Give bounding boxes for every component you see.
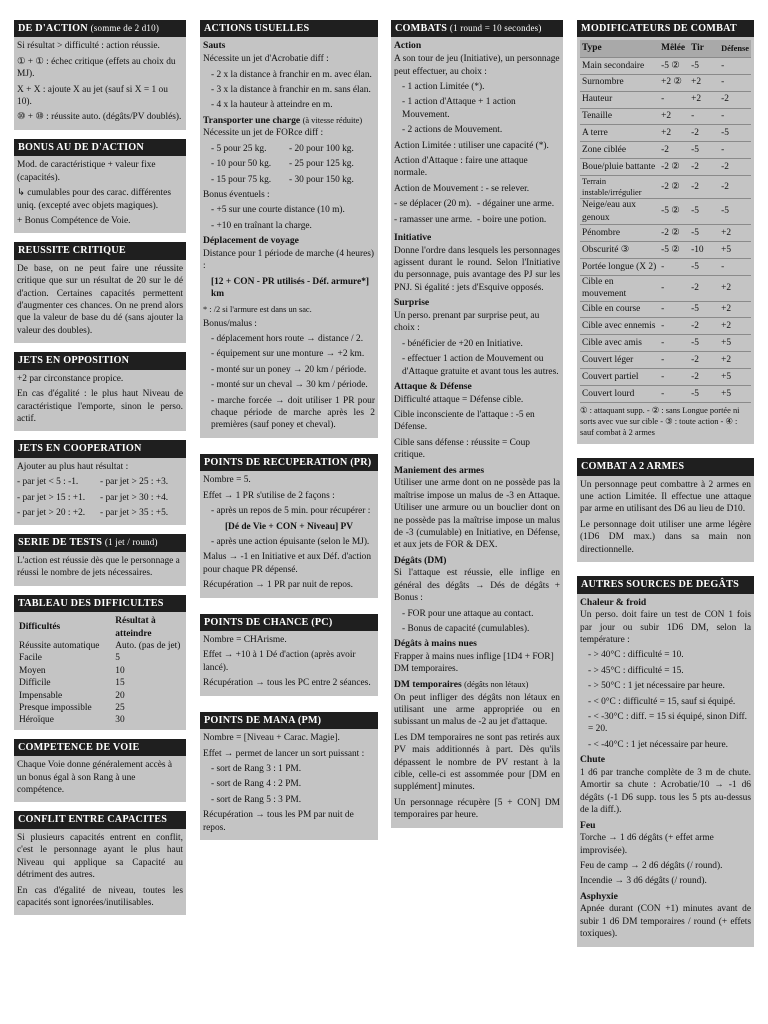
modifier-value: +2 [659, 108, 689, 125]
modifier-value: - [719, 142, 751, 159]
rule-text: Si plusieurs capacités entrent en conflit, c'est le personnage ayant le plus haut Niveau qui applique sa Capacité au détriment des autres. [17, 832, 183, 881]
modifier-type: Cible avec ennemis [580, 318, 659, 335]
rule-line: - se déplacer (20 m). [394, 199, 472, 210]
rule-line: - 2 actions de Mouvement. [402, 125, 503, 136]
modifier-value: -5 [689, 386, 719, 403]
modifier-value: +2 [719, 225, 751, 242]
modifier-value: -2 [689, 275, 719, 301]
modifier-value: +2 [719, 352, 751, 369]
modifier-value: -5 [719, 199, 751, 225]
table-row: Réussite automatique Auto. (pas de jet) [19, 640, 181, 651]
bonus-box [14, 139, 186, 233]
modifier-value: - [659, 369, 689, 386]
modifiers-table [580, 40, 751, 402]
rule-line: Bonus éventuels : [203, 190, 270, 201]
rule-line: Récupération → 1 PR par nuit de repos. [203, 580, 353, 591]
footnote: ① : attaquant supp. - ② : sans Longue portée ni sorts avec vue sur cible - ③ : toute action - ④ : sauf combat à 2 armes [580, 405, 740, 438]
rule-line: Un perso. prenant par surprise peut, au choix : [394, 310, 540, 334]
rule-text: Un perso. doit faire un test de CON 1 fois par jour ou subir 1D6 DM, selon la température : [580, 610, 751, 645]
modifier-type: Surnombre [580, 74, 659, 91]
modifier-type: Terrain instable/irrégulier [580, 176, 659, 199]
section-title: AUTRES SOURCES DE DEGÂTS [577, 576, 754, 593]
modifier-value: - [689, 108, 719, 125]
rule-line: - > 45°C : difficulté = 15. [588, 665, 684, 676]
rule-line: Récupération → tous les PC entre 2 séances. [203, 678, 371, 689]
table-row: Difficile 15 [19, 678, 125, 689]
column-1 [14, 20, 186, 924]
rule-line: - dégainer une arme. [477, 199, 555, 210]
rule-line: Effet → +10 à 1 Dé d'action (après avoir lancé). [203, 650, 356, 673]
rule-text: 1 d6 par tranche complète de 3 m de chute. Amortir sa chute : Acrobatie/10 → -1 d6 dégâts (-1 D6 supp. tous les 5 pts au-dessus de la diff.). [580, 767, 751, 816]
rule-text: Si l'attaque est réussie, elle inflige en général des dégâts → Dés de dégâts + Bonus : [394, 568, 560, 604]
rule-line: - FOR pour une attaque au contact. [402, 608, 534, 619]
table-header: Résultat à atteindre [115, 616, 156, 639]
modifier-type: Boue/pluie battante [580, 159, 659, 176]
modifier-value: +2 [659, 125, 689, 142]
rule-line: - boire une potion. [477, 214, 547, 225]
footnote: * : /2 si l'armure est dans un sac. [203, 304, 312, 314]
recuperation-box [200, 454, 378, 598]
table-row [580, 369, 751, 386]
opposition-box [14, 352, 186, 431]
modifier-type: Hauteur [580, 91, 659, 108]
section-title: COMPETENCE DE VOIE [14, 739, 186, 756]
table-row [580, 74, 751, 91]
rule-text: De base, on ne peut faire une réussite critique que sur un résultat de 20 sur le dé d'action. Certaines capacités permettent d'augmenter ces chances. On ne prend alors que la valeur de base du dé (sans ajouter la valeur des doubles). [17, 263, 183, 336]
rule-line: Cible inconsciente de l'attaque : -5 en Défense. [394, 410, 535, 433]
rule-line: - 25 pour 125 kg. [289, 159, 354, 170]
modifier-value: -2 [689, 369, 719, 386]
rule-line: - > 40°C : difficulté = 10. [588, 650, 684, 661]
competence-box [14, 739, 186, 803]
rule-line: - 10 pour 50 kg. [211, 159, 272, 170]
rule-line: Ajouter au plus haut résultat : [17, 461, 129, 472]
actions-usuelles-box [200, 20, 378, 438]
rule-text: En cas d'égalité de niveau, toutes les capacités sont ignorées/inutilisables. [17, 885, 183, 908]
modifier-type: Neige/eau aux genoux [580, 199, 659, 225]
rule-line: Nombre = [Niveau + Carac. Magie]. [203, 733, 340, 744]
modifier-value: -2 ② [659, 225, 689, 242]
rule-line: - après une action épuisante (selon le MJ). [211, 536, 370, 547]
modifier-type: A terre [580, 125, 659, 142]
modifier-value: -2 [719, 159, 751, 176]
section-title: SERIE DE TESTS (1 jet / round) [14, 534, 186, 551]
rule-line: Cible sans défense : réussite = Coup critique. [394, 437, 530, 461]
rule-line: - bénéficier de +20 en Initiative. [402, 338, 523, 349]
formula: [Dé de Vie + CON + Niveau] PV [224, 521, 354, 532]
table-row [580, 125, 751, 142]
table-row [580, 241, 751, 258]
de-action-box [14, 20, 186, 130]
formula: [12 + CON - PR utilisés - Déf. armure*] km [211, 276, 370, 300]
rule-line: - > 50°C : 1 jet nécessaire par heure. [588, 681, 725, 692]
rule-text: Apnée durant (CON +1) minutes avant de subir 1 d6 DM temporaires / round (+ effets toxiques). [580, 904, 751, 940]
rule-text: Un personnage récupère [5 + CON] DM temporaires par heure. [394, 797, 560, 821]
modifier-value: -2 [689, 176, 719, 199]
rule-text: Le personnage doit utiliser une arme légère (1D6 DM max.) dans sa main non directionnelle. [580, 519, 751, 555]
table-row [580, 91, 751, 108]
modifier-value: -5 [689, 335, 719, 352]
modifier-value: - [659, 386, 689, 403]
modifier-value: - [659, 275, 689, 301]
table-row [580, 335, 751, 352]
table-row [580, 176, 751, 199]
modifier-value: -2 [689, 159, 719, 176]
section-title: POINTS DE MANA (PM) [200, 712, 378, 729]
modifier-type: Cible en mouvement [580, 275, 659, 301]
rule-line: Nombre = CHArisme. [203, 635, 287, 646]
modifier-value: -5 ② [659, 57, 689, 74]
rule-line: - monté sur un poney → 20 km / période. [211, 364, 367, 375]
table-row [580, 301, 751, 318]
rule-line: Si résultat > difficulté : action réussie. [17, 41, 160, 52]
rule-line: Incendie → 3 d6 dégâts (/ round). [580, 876, 707, 887]
table-row [580, 386, 751, 403]
rule-line: - par jet > 15 : +1. [17, 492, 86, 503]
rule-line: Distance pour 1 période de marche (4 heures) : [203, 248, 375, 272]
modifier-value: -5 [689, 225, 719, 242]
modifier-type: Zone ciblée [580, 142, 659, 159]
rule-line: - sort de Rang 5 : 3 PM. [211, 794, 302, 805]
rule-text: L'action est réussie dès que le personnage a réussi le nombre de jets nécessaires. [17, 555, 180, 579]
rule-line: - par jet > 25 : +3. [100, 477, 169, 488]
chance-box [200, 614, 378, 696]
modifier-type: Pénombre [580, 225, 659, 242]
modifier-value: -5 ② [659, 199, 689, 225]
table-row: Moyen 10 [19, 665, 125, 676]
modifier-value: +5 [719, 241, 751, 258]
difficulty-table [17, 615, 183, 727]
subheading: Action [394, 40, 422, 52]
rule-text: Donne l'ordre dans lesquels les personnages agissent durant le round. Selon l'Initiative du personnage, puis avantage des PJ sur les PNJ. Si égalité : jets d'Esquive opposés. [394, 245, 560, 293]
rule-text: Un personnage peut combattre à 2 armes en une action Limitée. Il effectue une attaque par arme en utilisant des D6 au lieu de D10. [580, 479, 751, 515]
combat-2-armes-box [577, 458, 754, 562]
rule-line: - +10 en traînant la charge. [211, 220, 312, 231]
rule-text: Utiliser une arme dont on ne possède pas la maîtrise impose un malus de -3 en Attaque. Utiliser une armure ou un bouclier dont on ne possède pas la maîtrise impose un malus de -3 (cumulable) en Initiative, en Défense, et aux jets de FOR & DEX. [394, 478, 560, 551]
reussite-critique-box [14, 242, 186, 343]
rule-line: - 30 pour 150 kg. [289, 174, 354, 185]
modifier-value: - [719, 57, 751, 74]
rule-line: ⑩ + ⑩ : réussite auto. (dégâts/PV doublés). [17, 112, 182, 123]
table-row: Presque impossible 25 [19, 702, 125, 713]
modifier-type: Portée longue (X 2) [580, 258, 659, 275]
modifier-value: -5 [689, 142, 719, 159]
modifier-value: -5 [689, 199, 719, 225]
modifier-value: - [659, 91, 689, 108]
difficultes-box [14, 595, 186, 730]
section-title: POINTS DE RECUPERATION (PR) [200, 454, 378, 471]
table-row [580, 258, 751, 275]
rule-text: Les DM temporaires ne sont pas retirés aux PV mais additionnés à part. Dès qu'ils dépassent le nombre de PV restant à la cible, celle-ci est assommée pour [DM en supplément] minutes. [394, 732, 560, 793]
table-row: Héroïque 30 [19, 715, 125, 726]
modifier-value: - [659, 258, 689, 275]
subheading: Chaleur & froid [580, 596, 647, 608]
table-row [580, 225, 751, 242]
modifier-value: -2 [719, 91, 751, 108]
modifier-value: - [659, 352, 689, 369]
table-row [580, 57, 751, 74]
modifier-value: +2 [689, 74, 719, 91]
section-title: TABLEAU DES DIFFICULTES [14, 595, 186, 612]
rule-line: ↳ cumulables pour des carac. différentes uniq. (excepté avec objets magiques). [17, 188, 171, 211]
modifier-value: +5 [719, 369, 751, 386]
section-title: CONFLIT ENTRE CAPACITES [14, 811, 186, 828]
cooperation-box [14, 440, 186, 525]
section-title: REUSSITE CRITIQUE [14, 242, 186, 259]
rule-line: - par jet > 30 : +4. [100, 492, 169, 503]
modifier-value: +2 [719, 318, 751, 335]
rule-line: - marche forcée → doit utiliser 1 PR pour chaque période de marche après les 2 premières (sauf poney et cheval). [211, 395, 375, 431]
section-title: JETS EN OPPOSITION [14, 352, 186, 369]
table-header: Défense [719, 40, 751, 57]
rule-line: - 3 x la distance à franchir en m. sans élan. [211, 84, 371, 95]
rule-line: Mod. de caractéristique + valeur fixe (capacités). [17, 160, 156, 183]
rule-line: - 15 pour 75 kg. [211, 174, 272, 185]
rule-line: - par jet < 5 : -1. [17, 477, 79, 488]
rule-line: Nécessite un jet d'Acrobatie diff : [203, 54, 329, 65]
modifier-value: -10 [689, 241, 719, 258]
table-row [580, 159, 751, 176]
rule-line: - sort de Rang 3 : 1 PM. [211, 763, 302, 774]
section-title: JETS EN COOPERATION [14, 440, 186, 457]
subheading: Surprise [394, 297, 430, 309]
rule-line: Malus → -1 en Initiative et aux Déf. d'action pour chaque PR dépensé. [203, 552, 372, 575]
rule-line: - déplacement hors route → distance / 2. [211, 334, 364, 345]
modifier-type: Cible en course [580, 301, 659, 318]
modifier-value: -5 [689, 57, 719, 74]
table-header: Difficultés [19, 622, 61, 633]
rule-line: En cas d'égalité : le plus haut Niveau de caractéristique l'emporte, sinon le perso. actif. [17, 389, 183, 424]
modifier-type: Obscurité ③ [580, 241, 659, 258]
rule-line: - +5 sur une courte distance (10 m). [211, 205, 345, 216]
rule-line: Difficulté attaque = Défense cible. [394, 394, 524, 405]
rule-line: - < -40°C : 1 jet nécessaire par heure. [588, 739, 728, 750]
modifier-value: +5 [719, 386, 751, 403]
rule-line: X + X : ajoute X au jet (sauf si X = 1 ou 10). [17, 84, 168, 108]
rule-line: - par jet > 20 : +2. [17, 508, 86, 519]
table-header: Type [580, 40, 659, 57]
subheading: Chute [580, 754, 606, 766]
rule-text: Frapper à mains nues inflige [1D4 + FOR] DM temporaires. [394, 652, 554, 675]
section-title: DE D'ACTION (somme de 2 d10) [14, 20, 186, 37]
rule-line: +2 par circonstance propice. [17, 373, 124, 384]
rule-line: - < -30°C : diff. = 15 si équipé, sinon Diff. = 20. [588, 712, 748, 735]
sources-degats-box [577, 576, 754, 947]
table-row: Facile 5 [19, 653, 120, 664]
rule-line: Récupération → tous les PM par nuit de repos. [203, 810, 354, 833]
modifier-value: -2 ② [659, 159, 689, 176]
modifier-value: -5 ② [659, 241, 689, 258]
modifier-type: Cible avec amis [580, 335, 659, 352]
rule-line: - < 0°C : difficulté = 15, sauf si équipé. [588, 696, 736, 707]
subheading: Sauts [203, 40, 226, 52]
rule-line: ① + ① : échec critique (effets au choix du MJ). [17, 56, 176, 80]
subheading: Dégâts (DM) [394, 554, 447, 566]
rule-line: Action de Mouvement : - se relever. [394, 183, 530, 194]
subheading: Maniement des armes [394, 464, 485, 476]
section-title: COMBAT A 2 ARMES [577, 458, 754, 475]
rule-line: - 2 x la distance à franchir en m. avec élan. [211, 69, 372, 80]
rule-text: A son tour de jeu (Initiative), un personnage peut effectuer, au choix : [394, 54, 560, 77]
rule-line: - sort de Rang 4 : 2 PM. [211, 779, 302, 790]
rule-line: - 5 pour 25 kg. [211, 143, 267, 154]
combats-box [391, 20, 563, 828]
modificateurs-box [577, 20, 754, 444]
table-row [580, 108, 751, 125]
modifier-value: -2 ② [659, 176, 689, 199]
table-header: Tir [689, 40, 719, 57]
rule-line: - par jet > 35 : +5. [100, 508, 169, 519]
table-row [580, 352, 751, 369]
rule-line: - équipement sur une monture → +2 km. [211, 349, 365, 360]
rule-line: - Bonus de capacité (cumulables). [402, 624, 530, 635]
rule-line: - 1 action d'Attaque + 1 action Mouvement. [402, 97, 516, 120]
modifier-value: -2 [689, 125, 719, 142]
modifier-value: - [719, 108, 751, 125]
column-2 [200, 20, 378, 849]
modifier-value: - [659, 301, 689, 318]
modifier-value: +2 [689, 91, 719, 108]
modifier-value: +2 [719, 301, 751, 318]
table-header: Mêlée [659, 40, 689, 57]
modifier-value: -2 [689, 352, 719, 369]
subheading: Attaque & Défense [394, 380, 472, 392]
modifier-value: +2 ② [659, 74, 689, 91]
subheading: Initiative [394, 231, 432, 243]
modifier-type: Couvert léger [580, 352, 659, 369]
modifier-value: -2 [719, 176, 751, 199]
section-title: MODIFICATEURS DE COMBAT [577, 20, 754, 37]
modifier-value: +2 [719, 275, 751, 301]
rule-line: Torche → 1 d6 dégâts (+ effet arme improvisée). [580, 833, 714, 856]
rule-line: Effet → 1 PR s'utilise de 2 façons : [203, 490, 335, 501]
rule-line: - monté sur un cheval → 30 km / période. [211, 380, 368, 391]
subheading: Transporter une charge (à vitesse réduite) [203, 114, 363, 126]
rule-text: On peut infliger des dégâts non létaux en utilisant une arme appropriée ou en subissant un malus de -2 au jet d'attaque. [394, 692, 560, 728]
subheading: DM temporaires (dégâts non létaux) [394, 678, 529, 690]
modifier-value: -5 [689, 258, 719, 275]
modifier-type: Tenaille [580, 108, 659, 125]
modifier-type: Main secondaire [580, 57, 659, 74]
modifier-value: - [659, 318, 689, 335]
mana-box [200, 712, 378, 840]
modifier-value: -5 [689, 301, 719, 318]
modifier-value: +5 [719, 335, 751, 352]
subheading: Déplacement de voyage [203, 235, 299, 247]
table-row [580, 318, 751, 335]
conflit-box [14, 811, 186, 915]
subheading: Asphyxie [580, 890, 618, 902]
section-title: BONUS AU DE D'ACTION [14, 139, 186, 156]
modifier-value: - [659, 335, 689, 352]
rule-line: Bonus/malus : [203, 318, 257, 329]
serie-tests-box [14, 534, 186, 585]
rule-line: Nécessite un jet de FORce diff : [203, 128, 324, 139]
modifier-type: Couvert partiel [580, 369, 659, 386]
rule-line: - effectuer 1 action de Mouvement ou d'Attaque gratuite et avant tous les autres. [402, 354, 559, 377]
rule-text: Chaque Voie donne généralement accès à un bonus égal à son Rang à une compétence. [17, 760, 173, 796]
rule-line: - 1 action Limitée (*). [402, 81, 485, 92]
rule-line: - 4 x la hauteur à atteindre en m. [211, 100, 333, 111]
rule-line: - ramasser une arme. [394, 214, 473, 225]
table-row [580, 275, 751, 301]
section-title: POINTS DE CHANCE (PC) [200, 614, 378, 631]
rule-line: Effet → permet de lancer un sort puissant : [203, 748, 365, 759]
subheading: Dégâts à mains nues [394, 638, 477, 650]
table-row [580, 199, 751, 225]
modifier-value: -2 [689, 318, 719, 335]
rule-line: - après un repos de 5 min. pour récupérer : [211, 506, 371, 517]
rule-line: Feu de camp → 2 d6 dégâts (/ round). [580, 861, 723, 871]
rule-line: Nombre = 5. [203, 475, 251, 486]
section-title: ACTIONS USUELLES [200, 20, 378, 37]
table-row: Impensable 20 [19, 690, 125, 701]
rule-line: + Bonus Compétence de Voie. [17, 215, 131, 226]
rule-line: Action Limitée : utiliser une capacité (*). [394, 140, 549, 151]
modifier-value: - [719, 258, 751, 275]
modifier-value: - [719, 74, 751, 91]
rule-line: - 20 pour 100 kg. [289, 143, 354, 154]
column-3 [391, 20, 563, 837]
table-row [580, 142, 751, 159]
column-4 [577, 20, 754, 956]
subheading: Feu [580, 819, 596, 831]
rule-line: Action d'Attaque : faire une attaque normale. [394, 155, 528, 179]
modifier-type: Couvert lourd [580, 386, 659, 403]
modifier-value: -2 [659, 142, 689, 159]
section-title: COMBATS (1 round = 10 secondes) [391, 20, 563, 37]
modifier-value: -5 [719, 125, 751, 142]
